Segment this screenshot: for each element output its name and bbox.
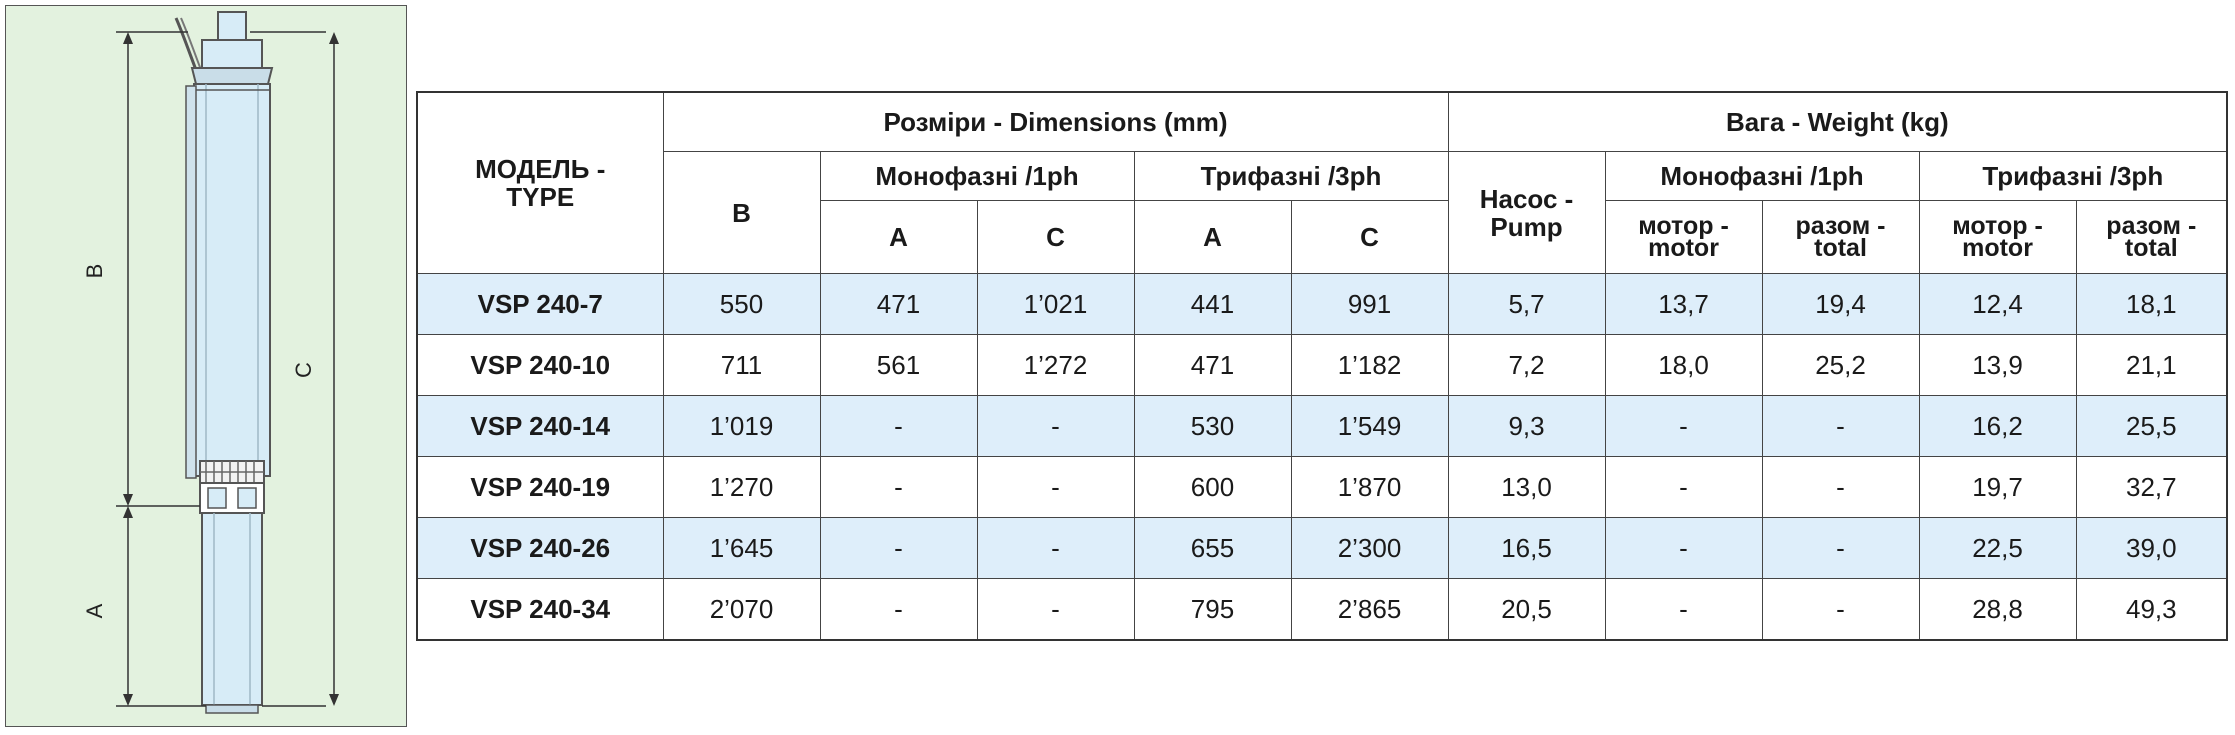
cell-pump: 5,7 [1448, 274, 1605, 335]
cell-c-mono: 1’272 [977, 335, 1134, 396]
cell-b: 1’270 [663, 457, 820, 518]
cell-pump: 9,3 [1448, 396, 1605, 457]
header-weight-mono: Монофазні /1ph [1605, 152, 1919, 201]
cell-b: 550 [663, 274, 820, 335]
cell-b: 1’019 [663, 396, 820, 457]
cell-total-mono: - [1762, 457, 1919, 518]
cell-motor-mono: - [1605, 396, 1762, 457]
cell-c-tri: 2’865 [1291, 579, 1448, 641]
cell-a-tri: 600 [1134, 457, 1291, 518]
cell-b: 1’645 [663, 518, 820, 579]
cell-motor-mono: - [1605, 579, 1762, 641]
header-dimensions: Розміри - Dimensions (mm) [663, 92, 1448, 152]
dimension-label-b: B [82, 263, 107, 279]
cell-a-tri: 655 [1134, 518, 1291, 579]
cell-total-mono: 19,4 [1762, 274, 1919, 335]
cell-c-mono: 1’021 [977, 274, 1134, 335]
cell-c-mono: - [977, 457, 1134, 518]
cell-a-mono: - [820, 396, 977, 457]
cell-c-tri: 2’300 [1291, 518, 1448, 579]
cell-pump: 7,2 [1448, 335, 1605, 396]
cell-total-tri: 39,0 [2076, 518, 2227, 579]
dimension-label-c: C [291, 362, 316, 378]
cell-c-tri: 1’870 [1291, 457, 1448, 518]
cell-model: VSP 240-34 [417, 579, 663, 641]
motor-body [202, 513, 262, 705]
dimension-label-a: A [82, 603, 107, 619]
pump-top-cap [218, 12, 246, 42]
cell-b: 2’070 [663, 579, 820, 641]
header-model: МОДЕЛЬ - TYPE [417, 92, 663, 274]
cell-a-tri: 530 [1134, 396, 1291, 457]
spec-table [416, 91, 2228, 641]
cell-c-tri: 1’549 [1291, 396, 1448, 457]
pump-diagram [5, 5, 407, 727]
cell-motor-mono: - [1605, 518, 1762, 579]
cell-pump: 13,0 [1448, 457, 1605, 518]
cell-motor-tri: 28,8 [1919, 579, 2076, 641]
cell-a-mono: 561 [820, 335, 977, 396]
header-c-mono: C [977, 201, 1134, 274]
cell-total-tri: 25,5 [2076, 396, 2227, 457]
cell-a-mono: - [820, 457, 977, 518]
cell-a-mono: 471 [820, 274, 977, 335]
table-row [417, 396, 2227, 457]
cell-total-tri: 18,1 [2076, 274, 2227, 335]
header-pump: Насос - Pump [1448, 152, 1605, 274]
cell-pump: 16,5 [1448, 518, 1605, 579]
table-row [417, 457, 2227, 518]
header-a-tri: A [1134, 201, 1291, 274]
header-dim-tri: Трифазні /3ph [1134, 152, 1448, 201]
header-c-tri: C [1291, 201, 1448, 274]
cell-motor-tri: 19,7 [1919, 457, 2076, 518]
cell-model: VSP 240-10 [417, 335, 663, 396]
cell-motor-mono: - [1605, 457, 1762, 518]
cell-motor-mono: 13,7 [1605, 274, 1762, 335]
header-weight-tri: Трифазні /3ph [1919, 152, 2227, 201]
cell-total-tri: 32,7 [2076, 457, 2227, 518]
header-total-tri: разом - total [2076, 201, 2227, 274]
cell-total-tri: 21,1 [2076, 335, 2227, 396]
table-row [417, 518, 2227, 579]
cell-total-mono: 25,2 [1762, 335, 1919, 396]
cell-a-tri: 795 [1134, 579, 1291, 641]
header-b: B [663, 152, 820, 274]
cell-motor-tri: 22,5 [1919, 518, 2076, 579]
cell-total-mono: - [1762, 579, 1919, 641]
cell-b: 711 [663, 335, 820, 396]
cell-pump: 20,5 [1448, 579, 1605, 641]
cell-total-mono: - [1762, 518, 1919, 579]
table-row [417, 274, 2227, 335]
table-row [417, 579, 2227, 641]
pump-drawing [6, 6, 408, 728]
header-weight: Вага - Weight (kg) [1448, 92, 2227, 152]
cell-a-mono: - [820, 518, 977, 579]
table-row [417, 335, 2227, 396]
cell-total-mono: - [1762, 396, 1919, 457]
cell-model: VSP 240-26 [417, 518, 663, 579]
cell-a-mono: - [820, 579, 977, 641]
cell-a-tri: 471 [1134, 335, 1291, 396]
header-total-mono: разом - total [1762, 201, 1919, 274]
cell-model: VSP 240-14 [417, 396, 663, 457]
cell-total-tri: 49,3 [2076, 579, 2227, 641]
header-dim-mono: Монофазні /1ph [820, 152, 1134, 201]
cell-c-mono: - [977, 518, 1134, 579]
cell-c-tri: 991 [1291, 274, 1448, 335]
cell-motor-mono: 18,0 [1605, 335, 1762, 396]
cell-motor-tri: 13,9 [1919, 335, 2076, 396]
cell-a-tri: 441 [1134, 274, 1291, 335]
cell-c-mono: - [977, 396, 1134, 457]
cell-model: VSP 240-19 [417, 457, 663, 518]
cell-motor-tri: 16,2 [1919, 396, 2076, 457]
cell-model: VSP 240-7 [417, 274, 663, 335]
header-a-mono: A [820, 201, 977, 274]
cell-c-mono: - [977, 579, 1134, 641]
cell-motor-tri: 12,4 [1919, 274, 2076, 335]
header-motor-mono: мотор - motor [1605, 201, 1762, 274]
cell-c-tri: 1’182 [1291, 335, 1448, 396]
header-motor-tri: мотор - motor [1919, 201, 2076, 274]
